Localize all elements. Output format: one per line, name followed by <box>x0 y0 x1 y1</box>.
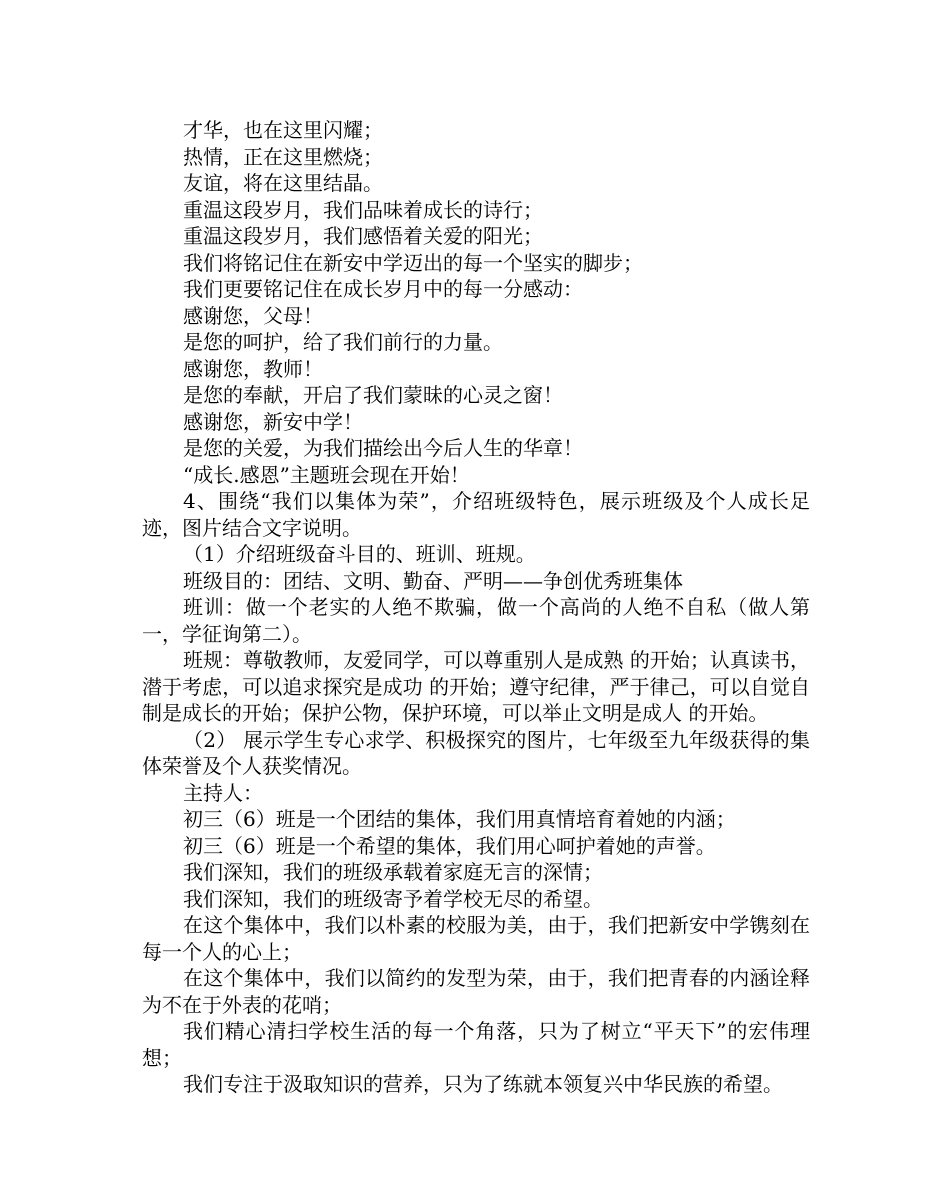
paragraph: 感谢您，新安中学！ <box>183 409 363 434</box>
paragraph: 班规：尊敬教师，友爱同学，可以尊重别人是成熟 的开始；认真读书，潜于考虑，可以追求探究是成功 的开始；遵守纪律，严于律己，可以自觉自制是成长的开始；保护公物，保护环境，可以举止文明是成人 的开始。 <box>142 648 810 725</box>
paragraph: 感谢您，教师！ <box>183 356 323 381</box>
paragraph: 我们专注于汲取知识的营养，只为了练就本领复兴中华民族的希望。 <box>183 1072 783 1096</box>
paragraph: 是您的奉献，开启了我们蒙昧的心灵之窗！ <box>183 383 563 407</box>
paragraph: 热情，正在这里燃烧； <box>183 144 383 169</box>
paragraph: 在这个集体中，我们以朴素的校服为美，由于，我们把新安中学镌刻在每一个人的心上； <box>142 913 810 964</box>
paragraph: 初三（6）班是一个团结的集体，我们用真情培育着她的内涵； <box>183 807 736 831</box>
paragraph: 重温这段岁月，我们感悟着关爱的阳光； <box>183 224 543 248</box>
paragraph: 感谢您，父母！ <box>183 303 323 328</box>
paragraph: 4、围绕“我们以集体为荣”，介绍班级特色，展示班级及个人成长足迹，图片结合文字说明。 <box>142 489 810 540</box>
paragraph: 友谊，将在这里结晶。 <box>183 171 383 195</box>
paragraph: 我们精心清扫学校生活的每一个角落，只为了树立“平天下”的宏伟理想； <box>142 1019 810 1070</box>
paragraph: 我们更要铭记住在成长岁月中的每一分感动： <box>183 277 583 301</box>
paragraph: 重温这段岁月，我们品味着成长的诗行； <box>183 197 543 222</box>
paragraph: 才华，也在这里闪耀； <box>183 118 383 142</box>
document-body <box>142 117 810 1098</box>
paragraph: 我们将铭记住在新安中学迈出的每一个坚实的脚步； <box>183 250 643 275</box>
paragraph: “成长.感恩”主题班会现在开始！ <box>183 462 470 487</box>
paragraph: （2） 展示学生专心求学、积极探究的图片，七年级至九年级获得的集体荣誉及个人获奖情况。 <box>142 727 810 778</box>
paragraph: 初三（6）班是一个希望的集体，我们用心呵护着她的声誉。 <box>183 833 716 858</box>
paragraph: 是您的呵护，给了我们前行的力量。 <box>183 330 503 354</box>
paragraph: 在这个集体中，我们以简约的发型为荣，由于，我们把青春的内涵诠释为不在于外表的花哨； <box>142 966 810 1017</box>
paragraph: 班级目的：团结、文明、勤奋、严明——争创优秀班集体 <box>183 568 683 593</box>
paragraph: （1）介绍班级奋斗目的、班训、班规。 <box>183 542 536 566</box>
paragraph: 班训：做一个老实的人绝不欺骗，做一个高尚的人绝不自私（做人第一，学征询第二）。 <box>142 595 810 646</box>
paragraph: 主持人： <box>183 780 263 805</box>
paragraph: 是您的关爱，为我们描绘出今后人生的华章！ <box>183 436 583 460</box>
paragraph: 我们深知，我们的班级寄予着学校无尽的希望。 <box>183 886 603 911</box>
paragraph: 我们深知，我们的班级承载着家庭无言的深情； <box>183 860 603 884</box>
